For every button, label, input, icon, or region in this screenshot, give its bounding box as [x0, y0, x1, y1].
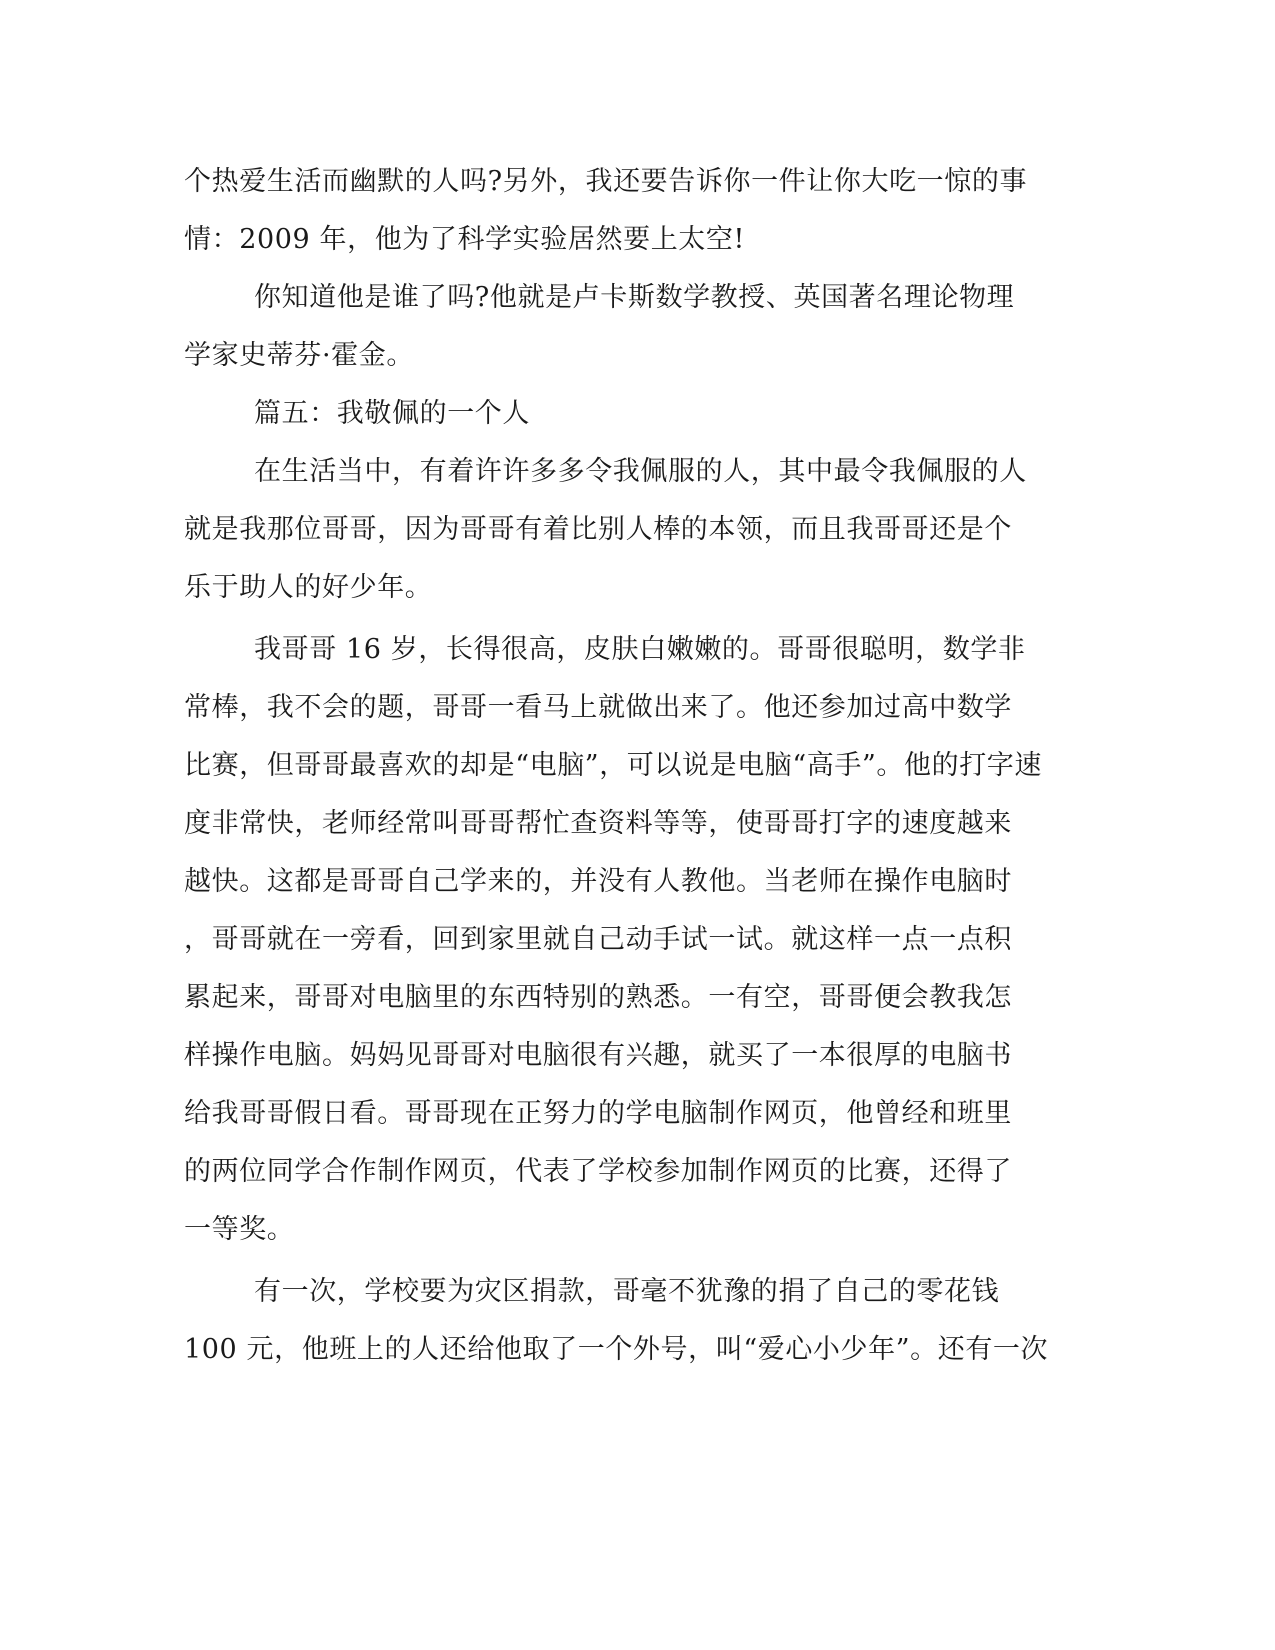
- paragraph-start-line: 我哥哥 16 岁，长得很高，皮肤白嫩嫩的。哥哥很聪明，数学非: [254, 634, 1026, 665]
- text-line: 就是我那位哥哥，因为哥哥有着比别人棒的本领，而且我哥哥还是个: [184, 514, 1012, 545]
- paragraph-start-line: 在生活当中，有着许许多多令我佩服的人，其中最令我佩服的人: [254, 456, 1027, 487]
- text-line: 个热爱生活而幽默的人吗?另外，我还要告诉你一件让你大吃一惊的事: [184, 166, 1028, 197]
- paragraph-start-line: 你知道他是谁了吗?他就是卢卡斯数学教授、英国著名理论物理: [254, 282, 1015, 313]
- text-line: 一等奖。: [184, 1214, 295, 1245]
- text-line: 学家史蒂芬·霍金。: [184, 340, 414, 371]
- text-line: 越快。这都是哥哥自己学来的，并没有人教他。当老师在操作电脑时: [184, 866, 1012, 897]
- text-line: 样操作电脑。妈妈见哥哥对电脑很有兴趣，就买了一本很厚的电脑书: [184, 1040, 1012, 1071]
- text-line: 比赛，但哥哥最喜欢的却是“电脑”，可以说是电脑“高手”。他的打字速: [184, 750, 1043, 781]
- text-line: ，哥哥就在一旁看，回到家里就自己动手试一试。就这样一点一点积: [184, 924, 1012, 955]
- text-line: 情：2009 年，他为了科学实验居然要上太空!: [184, 224, 745, 255]
- text-line: 累起来，哥哥对电脑里的东西特别的熟悉。一有空，哥哥便会教我怎: [184, 982, 1012, 1013]
- text-line: 乐于助人的好少年。: [184, 572, 433, 603]
- text-line: 度非常快，老师经常叫哥哥帮忙查资料等等，使哥哥打字的速度越来: [184, 808, 1012, 839]
- section-heading: 篇五：我敬佩的一个人: [254, 398, 530, 429]
- text-line: 的两位同学合作制作网页，代表了学校参加制作网页的比赛，还得了: [184, 1156, 1012, 1187]
- text-line: 100 元，他班上的人还给他取了一个外号，叫“爱心小少年”。还有一次: [184, 1334, 1049, 1365]
- text-line: 给我哥哥假日看。哥哥现在正努力的学电脑制作网页，他曾经和班里: [184, 1098, 1012, 1129]
- paragraph-start-line: 有一次，学校要为灾区捐款，哥毫不犹豫的捐了自己的零花钱: [254, 1276, 1000, 1307]
- text-line: 常棒，我不会的题，哥哥一看马上就做出来了。他还参加过高中数学: [184, 692, 1012, 723]
